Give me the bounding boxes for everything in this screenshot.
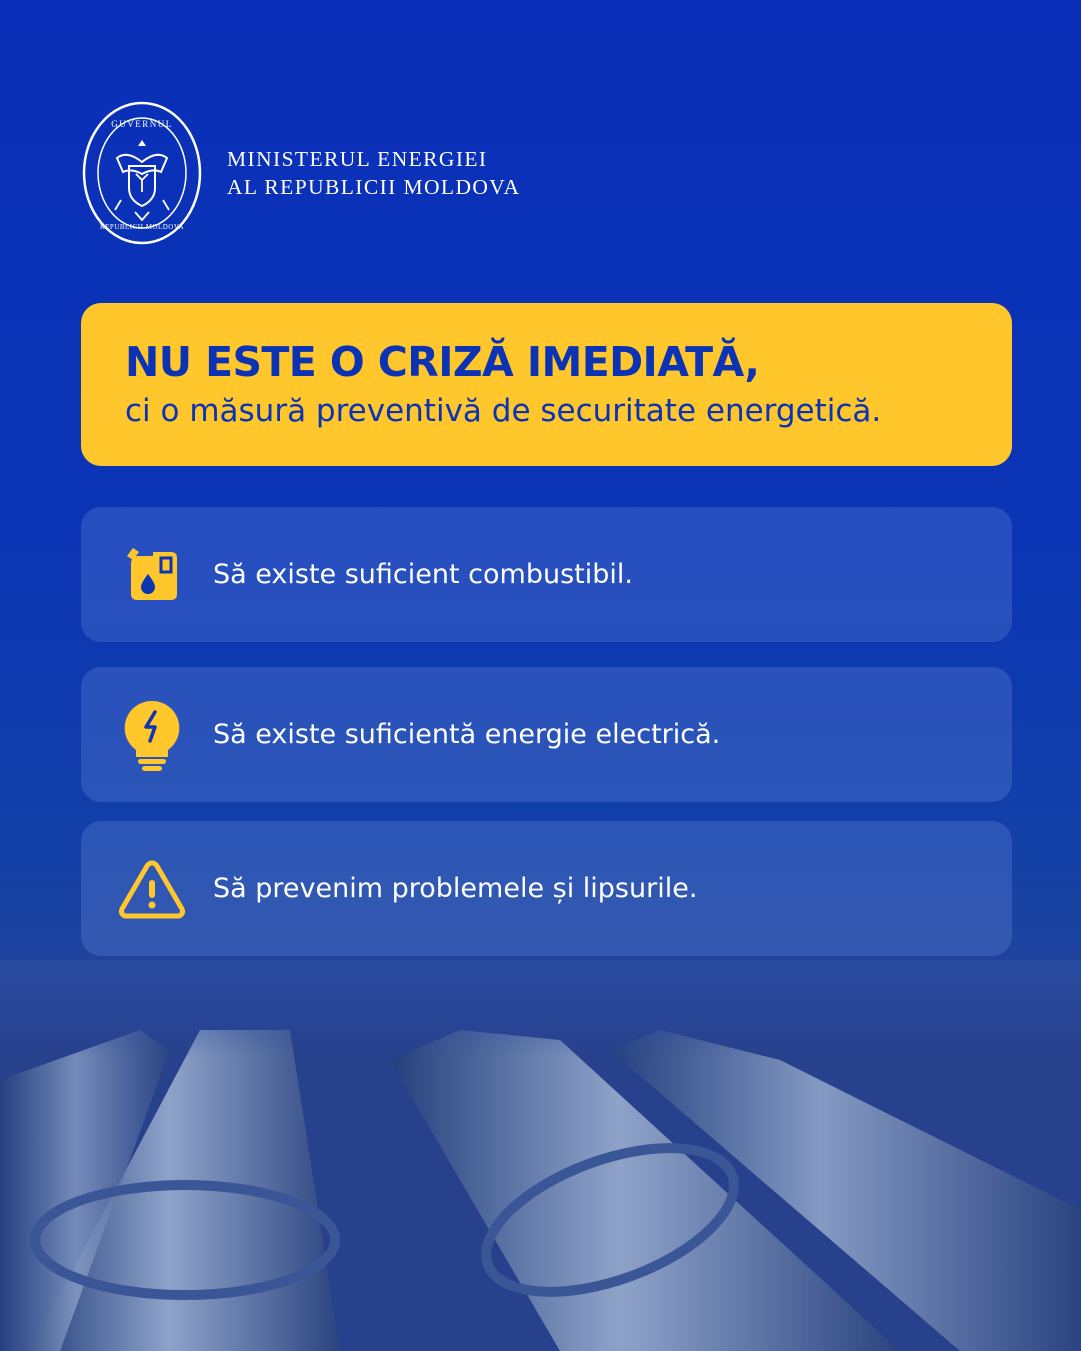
svg-text:REPUBLICII MOLDOVA: REPUBLICII MOLDOVA (99, 223, 185, 231)
svg-text:GUVERNUL: GUVERNUL (111, 119, 173, 129)
callout-subtitle: ci o măsură preventivă de securitate energetică. (125, 393, 882, 429)
pipeline-photo (0, 960, 1081, 1351)
list-item-label: Să existe suficientă energie electrică. (213, 719, 721, 750)
government-seal-icon (81, 100, 203, 246)
list-item-electricity (81, 667, 1012, 802)
list-item-label: Să existe suficient combustibil. (213, 559, 633, 590)
list-item-fuel (81, 507, 1012, 642)
fuel-canister-icon (117, 540, 187, 610)
headline-callout (81, 303, 1012, 466)
ministry-line-1: MINISTERUL ENERGIEI (227, 147, 488, 171)
list-item-label: Să prevenim problemele și lipsurile. (213, 873, 698, 904)
ministry-name (227, 145, 520, 201)
list-item-prevention (81, 821, 1012, 956)
callout-title: NU ESTE O CRIZĂ IMEDIATĂ, (125, 338, 760, 386)
warning-icon (117, 854, 187, 924)
ministry-line-2: AL REPUBLICII MOLDOVA (227, 175, 521, 199)
lightbulb-icon (117, 700, 187, 770)
header (81, 100, 520, 246)
